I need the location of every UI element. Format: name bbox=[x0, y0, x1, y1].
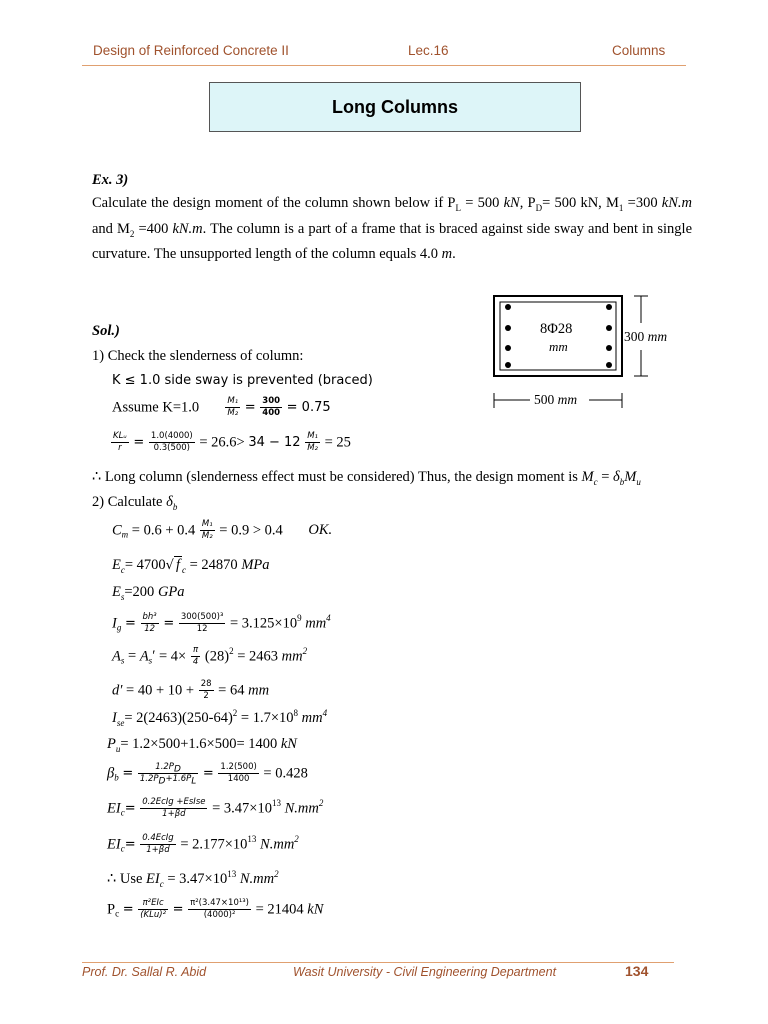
example-statement: Calculate the design moment of the column shown below if $P_L = 500$ kN, $P_D= 500$ kN, $M_1 =300$ kN.m and $M_2 =400$ kN.m. The column is a part of a frame that is braced against side sway and bent in single curvature. The unsupported length of the column equals 4.0 m. bbox=[92, 195, 693, 262]
pu-equation: $P_u= 1.2\times 500+1.6\times 500= 1400$ kN bbox=[107, 736, 297, 754]
rebar-label: 8Φ28 bbox=[540, 321, 573, 337]
long-column-conclusion: ∴ Long column (slenderness effect must be considered) Thus, the design moment is $M_c = \delta_bM_u$ bbox=[92, 469, 641, 487]
ig-equation: $I_g$ = $\frac{\text{bh³}}{12}$ = $\frac{\text{300(500)³}}{12}$ = $3.125\times 10^9$ $mm^4$ bbox=[112, 612, 331, 634]
es-equation: $E_s=200$ GPa bbox=[112, 584, 185, 602]
rebar bbox=[505, 362, 511, 368]
braced-condition: K ≤ 1.0 side sway is prevented (braced) bbox=[112, 373, 373, 388]
slenderness-equation: $\frac{\text{KLᵤ}}{r}$ = $\frac{1.0(4000)}{0.3(500)}$ = 26.6> 34 − 12 $\frac{\text{M₁}}{\text{M₂}}$ = 25 bbox=[113, 431, 351, 453]
footer-divider bbox=[82, 962, 674, 963]
rebar bbox=[505, 304, 511, 310]
title-box bbox=[209, 82, 581, 132]
d-prime-equation: d′ = 40 + 10 + $\frac{28}{2}$ = 64 mm bbox=[112, 679, 270, 701]
height-dimension: 300 mm bbox=[624, 329, 668, 344]
page-title: Long Columns bbox=[332, 96, 458, 117]
ec-equation: $E_c= 4700√$ f $_c$ = 24870 MPa bbox=[112, 557, 270, 575]
header-topic: Columns bbox=[612, 43, 666, 58]
step-2: 2) Calculate $\delta_b$ bbox=[92, 494, 178, 512]
column-section-diagram bbox=[485, 290, 685, 415]
ise-equation: $I_{se}= 2(2463)(250-64)^2 = 1.7\times 10^8$ $mm^4$ bbox=[112, 708, 328, 728]
as-equation: $A_s = A_s' = 4\times$ $\frac{\pi}{4}$ $(28)^2 = 2463$ $mm^2$ bbox=[112, 645, 308, 667]
width-dimension: 500 mm bbox=[534, 392, 578, 407]
rebar-unit: mm bbox=[549, 339, 568, 354]
footer-author: Prof. Dr. Sallal R. Abid bbox=[82, 965, 207, 979]
rebar bbox=[606, 325, 612, 331]
ei-equation-1: $EI_c=$ $\frac{\text{0.2EᴄIg +EsIse}}{1+\beta d}$ = $3.47\times 10^{13}$ $N.mm^2$ bbox=[107, 797, 324, 819]
rebar bbox=[606, 362, 612, 368]
rebar bbox=[505, 325, 511, 331]
page-number: 134 bbox=[625, 963, 649, 979]
rebar bbox=[606, 304, 612, 310]
rebar bbox=[505, 345, 511, 351]
cm-equation: $C_m = 0.6 + 0.4$ $\frac{\text{M₁}}{\text{M₂}}$ = 0.9 > 0.4 OK. bbox=[112, 519, 333, 541]
example-label: Ex. 3) bbox=[92, 172, 129, 188]
rebar bbox=[606, 345, 612, 351]
step-1: 1) Check the slenderness of column: bbox=[92, 348, 304, 364]
header-course: Design of Reinforced Concrete II bbox=[93, 43, 289, 58]
beta-equation: $\beta_b$ = $\frac{1.2P_D}{1.2P_D+1.6P_L}$ = $\frac{1.2(500)}{1400}$ = 0.428 bbox=[107, 762, 308, 787]
use-ei-statement: ∴ Use $EI_c = 3.47\times 10^{13}$ $N.mm^2$ bbox=[107, 869, 279, 889]
solution-label: Sol.) bbox=[92, 323, 120, 339]
pc-equation: $P_c$ = $\frac{\text{π²EIᴄ}}{\text{(KLu)²}}$ = $\frac{\text{π²(3.47×10¹³)}}{\text{(4000)²}}$ = 21404 kN bbox=[107, 898, 324, 920]
header-divider bbox=[82, 65, 686, 66]
footer-institution: Wasit University - Civil Engineering Department bbox=[293, 965, 557, 979]
ei-equation-2: $EI_c=$ $\frac{\text{0.4EᴄIg}}{1+\beta d}$ = $2.177\times 10^{13}$ $N.mm^2$ bbox=[107, 833, 299, 855]
ratio-equation: Assume K=1.0 $\frac{\text{M₁}}{\text{M₂}}$ = $\frac{300}{400}$ = 0.75 bbox=[112, 396, 331, 418]
header-lecture: Lec.16 bbox=[408, 43, 449, 58]
